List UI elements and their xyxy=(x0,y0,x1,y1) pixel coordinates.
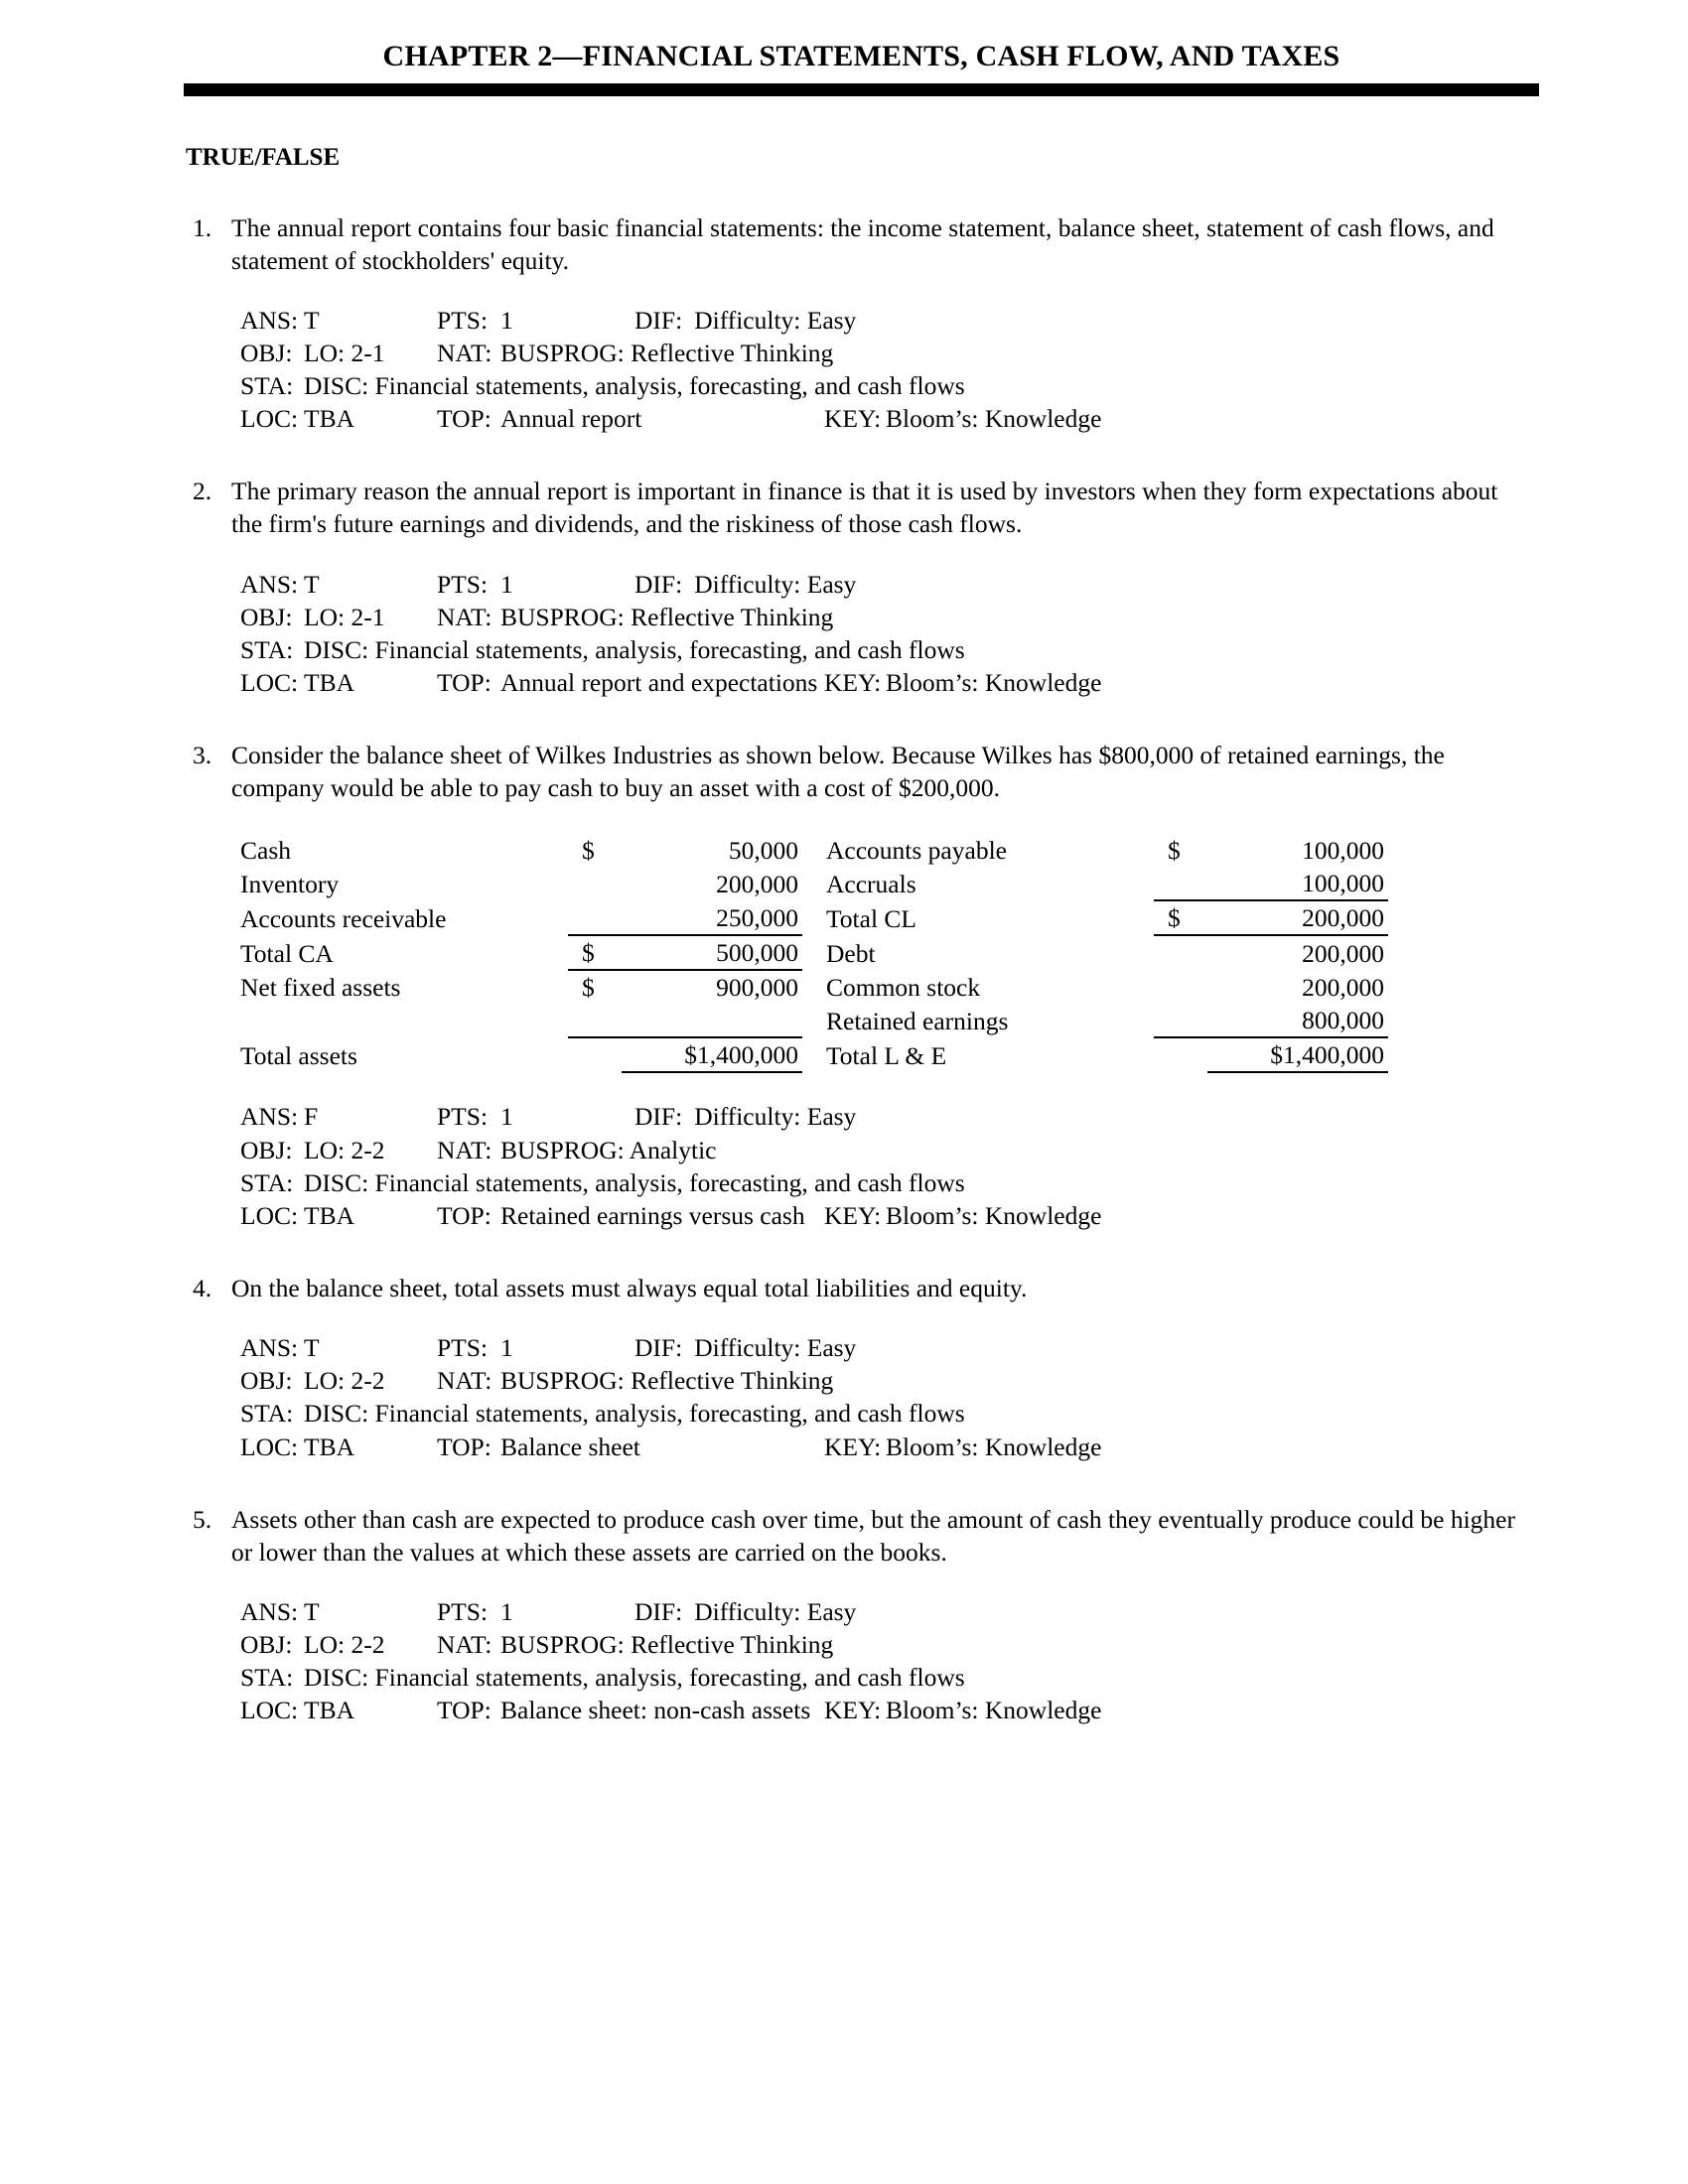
asset-label: Total assets xyxy=(240,1041,357,1071)
asset-currency xyxy=(568,867,622,900)
meta-row-ans xyxy=(240,304,1539,337)
key-label: KEY: xyxy=(824,1696,882,1725)
meta-row-sta xyxy=(240,1166,1539,1199)
meta-row-loc xyxy=(240,402,1539,435)
pts-label: PTS: xyxy=(437,1597,489,1627)
asset-currency: $ xyxy=(582,973,595,1003)
obj-label: OBJ: xyxy=(240,1366,293,1396)
liability-currency xyxy=(1154,935,1207,970)
key-value: Bloom’s: Knowledge xyxy=(886,1696,1102,1725)
answer-metadata xyxy=(240,1100,1539,1232)
answer-metadata xyxy=(240,304,1539,436)
liability-value: 100,000 xyxy=(1207,867,1388,900)
question-number: 3. xyxy=(193,741,212,770)
asset-value xyxy=(622,1004,802,1037)
asset-label: Inventory xyxy=(240,870,340,899)
pts-value: 1 xyxy=(500,305,513,335)
column-gap xyxy=(802,900,826,935)
asset-label: Total CA xyxy=(240,939,334,969)
ans-label: ANS: xyxy=(240,1102,299,1132)
sta-value: DISC: Financial statements, analysis, forecasting, and cash flows xyxy=(304,371,965,401)
column-gap xyxy=(802,1004,826,1037)
asset-value: 500,000 xyxy=(622,935,802,970)
loc-label: LOC: xyxy=(240,668,299,698)
meta-row-sta xyxy=(240,1661,1539,1694)
liability-value: $1,400,000 xyxy=(1207,1037,1388,1072)
column-gap xyxy=(802,935,826,970)
dif-value: Difficulty: Easy xyxy=(694,305,857,335)
sta-label: STA: xyxy=(240,1167,294,1197)
liability-label: Debt xyxy=(826,939,876,969)
ans-label: ANS: xyxy=(240,305,299,335)
page-title: CHAPTER 2—FINANCIAL STATEMENTS, CASH FLOW, AND TAXES xyxy=(382,40,1340,72)
asset-currency xyxy=(568,1037,622,1072)
meta-row-loc xyxy=(240,1199,1539,1232)
asset-value: 250,000 xyxy=(622,900,802,935)
dif-label: DIF: xyxy=(634,305,683,335)
nat-label: NAT: xyxy=(437,1630,492,1660)
table-row xyxy=(240,834,1388,867)
asset-value: 900,000 xyxy=(716,973,798,1003)
asset-value: 50,000 xyxy=(728,836,798,866)
nat-value: BUSPROG: Reflective Thinking xyxy=(500,1630,834,1660)
top-label: TOP: xyxy=(437,404,492,434)
table-row xyxy=(240,1037,1388,1072)
question-text: The primary reason the annual report is important in finance is that it is used by investors when they form expectations about the firm's future earnings and dividends, and the riskiness of those cash flows. xyxy=(231,477,1498,539)
answer-metadata xyxy=(240,568,1539,700)
key-label: KEY: xyxy=(824,1432,882,1461)
key-value: Bloom’s: Knowledge xyxy=(886,1432,1102,1461)
nat-value: BUSPROG: Reflective Thinking xyxy=(500,338,834,367)
question-text: On the balance sheet, total assets must always equal total liabilities and equity. xyxy=(231,1274,1028,1303)
liability-currency xyxy=(1154,1037,1207,1072)
table-row xyxy=(240,970,1388,1004)
table-row xyxy=(240,1004,1388,1037)
meta-row-sta xyxy=(240,1397,1539,1430)
sta-value: DISC: Financial statements, analysis, forecasting, and cash flows xyxy=(304,634,965,664)
meta-row-ans xyxy=(240,1100,1539,1133)
key-value: Bloom’s: Knowledge xyxy=(886,668,1102,698)
column-gap xyxy=(802,867,826,900)
document-header xyxy=(184,40,1539,96)
asset-value: 200,000 xyxy=(716,870,798,899)
sta-label: STA: xyxy=(240,1399,294,1429)
top-label: TOP: xyxy=(437,1696,492,1725)
dif-value: Difficulty: Easy xyxy=(694,1597,857,1627)
liability-label: Accruals xyxy=(826,870,916,899)
liability-value: 200,000 xyxy=(1302,939,1384,969)
pts-label: PTS: xyxy=(437,1102,489,1132)
column-gap xyxy=(802,1037,826,1072)
liability-currency: $ xyxy=(1168,836,1181,866)
question-item xyxy=(184,211,1539,436)
nat-label: NAT: xyxy=(437,1366,492,1396)
liability-currency xyxy=(1154,970,1207,1004)
meta-row-obj xyxy=(240,601,1539,633)
loc-value: TBA xyxy=(304,404,354,434)
top-value: Balance sheet: non-cash assets xyxy=(500,1696,811,1725)
asset-currency: $ xyxy=(568,935,622,970)
obj-value: LO: 2-1 xyxy=(304,602,385,631)
meta-row-obj xyxy=(240,1134,1539,1166)
column-gap xyxy=(802,834,826,867)
question-item xyxy=(184,1272,1539,1463)
pts-value: 1 xyxy=(500,569,513,599)
loc-label: LOC: xyxy=(240,1432,299,1461)
asset-label xyxy=(240,1004,568,1037)
top-value: Annual report xyxy=(500,404,642,434)
key-value: Bloom’s: Knowledge xyxy=(886,404,1102,434)
meta-row-ans xyxy=(240,1331,1539,1364)
meta-row-obj xyxy=(240,1628,1539,1661)
pts-label: PTS: xyxy=(437,569,489,599)
liability-currency xyxy=(1154,867,1207,900)
question-number: 1. xyxy=(193,212,212,242)
ans-label: ANS: xyxy=(240,569,299,599)
question-text: Consider the balance sheet of Wilkes Industries as shown below. Because Wilkes has $800,000 of retained earnings, the company would be able to pay cash to buy an asset with a cost of $200,000. xyxy=(231,741,1445,803)
meta-row-loc xyxy=(240,1431,1539,1463)
meta-row-sta xyxy=(240,633,1539,666)
loc-value: TBA xyxy=(304,668,354,698)
dif-value: Difficulty: Easy xyxy=(694,1333,857,1363)
question-item xyxy=(184,1503,1539,1727)
key-label: KEY: xyxy=(824,1200,882,1230)
ans-value: T xyxy=(304,1333,320,1363)
top-label: TOP: xyxy=(437,1200,492,1230)
meta-row-obj xyxy=(240,1364,1539,1397)
obj-label: OBJ: xyxy=(240,602,293,631)
top-value: Balance sheet xyxy=(500,1432,640,1461)
sta-value: DISC: Financial statements, analysis, forecasting, and cash flows xyxy=(304,1663,965,1693)
question-number: 5. xyxy=(193,1504,212,1534)
loc-value: TBA xyxy=(304,1696,354,1725)
asset-currency xyxy=(568,900,622,935)
dif-label: DIF: xyxy=(634,1102,683,1132)
balance-sheet-table xyxy=(240,834,1388,1073)
pts-label: PTS: xyxy=(437,1333,489,1363)
nat-label: NAT: xyxy=(437,338,492,367)
sta-label: STA: xyxy=(240,1663,294,1693)
meta-row-loc xyxy=(240,1694,1539,1726)
sta-value: DISC: Financial statements, analysis, forecasting, and cash flows xyxy=(304,1399,965,1429)
nat-label: NAT: xyxy=(437,602,492,631)
obj-value: LO: 2-2 xyxy=(304,1630,385,1660)
pts-value: 1 xyxy=(500,1102,513,1132)
question-item xyxy=(184,739,1539,1232)
obj-label: OBJ: xyxy=(240,1630,293,1660)
sta-label: STA: xyxy=(240,634,294,664)
asset-value: $1,400,000 xyxy=(622,1037,802,1072)
loc-value: TBA xyxy=(304,1200,354,1230)
table-row xyxy=(240,867,1388,900)
obj-label: OBJ: xyxy=(240,1135,293,1164)
title-divider xyxy=(184,83,1539,96)
ans-value: T xyxy=(304,305,320,335)
table-row xyxy=(240,935,1388,970)
top-label: TOP: xyxy=(437,668,492,698)
ans-value: T xyxy=(304,569,320,599)
table-row xyxy=(240,900,1388,935)
obj-value: LO: 2-1 xyxy=(304,338,385,367)
meta-row-ans xyxy=(240,568,1539,601)
liability-label: Retained earnings xyxy=(826,1007,1009,1036)
liability-currency: $ xyxy=(1154,900,1207,935)
key-label: KEY: xyxy=(824,668,882,698)
dif-label: DIF: xyxy=(634,1597,683,1627)
obj-label: OBJ: xyxy=(240,338,293,367)
asset-label: Net fixed assets xyxy=(240,973,401,1003)
liability-value: 800,000 xyxy=(1207,1004,1388,1037)
liability-currency xyxy=(1154,1004,1207,1037)
dif-label: DIF: xyxy=(634,1333,683,1363)
nat-value: BUSPROG: Reflective Thinking xyxy=(500,1366,834,1396)
liability-value: 200,000 xyxy=(1302,973,1384,1003)
top-value: Retained earnings versus cash xyxy=(500,1200,805,1230)
question-number: 2. xyxy=(193,477,212,506)
meta-row-loc xyxy=(240,666,1539,699)
loc-value: TBA xyxy=(304,1432,354,1461)
asset-currency xyxy=(568,1004,622,1037)
liability-value: 100,000 xyxy=(1302,836,1384,866)
liability-label: Common stock xyxy=(826,973,981,1003)
ans-value: T xyxy=(304,1597,320,1627)
dif-value: Difficulty: Easy xyxy=(694,1102,857,1132)
nat-value: BUSPROG: Analytic xyxy=(500,1135,717,1164)
liability-value: 200,000 xyxy=(1207,900,1388,935)
ans-value: F xyxy=(304,1102,319,1132)
ans-label: ANS: xyxy=(240,1597,299,1627)
meta-row-ans xyxy=(240,1595,1539,1628)
pts-value: 1 xyxy=(500,1333,513,1363)
dif-value: Difficulty: Easy xyxy=(694,569,857,599)
ans-label: ANS: xyxy=(240,1333,299,1363)
asset-currency: $ xyxy=(582,836,595,866)
question-number: 4. xyxy=(193,1274,212,1303)
obj-value: LO: 2-2 xyxy=(304,1135,385,1164)
dif-label: DIF: xyxy=(634,569,683,599)
nat-value: BUSPROG: Reflective Thinking xyxy=(500,602,834,631)
obj-value: LO: 2-2 xyxy=(304,1366,385,1396)
meta-row-obj xyxy=(240,337,1539,369)
liability-label: Total L & E xyxy=(826,1041,947,1071)
loc-label: LOC: xyxy=(240,1696,299,1725)
top-label: TOP: xyxy=(437,1432,492,1461)
loc-label: LOC: xyxy=(240,1200,299,1230)
section-heading: TRUE/FALSE xyxy=(186,143,341,171)
sta-value: DISC: Financial statements, analysis, forecasting, and cash flows xyxy=(304,1167,965,1197)
asset-label: Cash xyxy=(240,836,291,866)
answer-metadata xyxy=(240,1595,1539,1727)
column-gap xyxy=(802,970,826,1004)
pts-value: 1 xyxy=(500,1597,513,1627)
loc-label: LOC: xyxy=(240,404,299,434)
liability-label: Total CL xyxy=(826,904,916,934)
liability-label: Accounts payable xyxy=(826,836,1007,866)
answer-metadata xyxy=(240,1331,1539,1463)
pts-label: PTS: xyxy=(437,305,489,335)
top-value: Annual report and expectations xyxy=(500,668,818,698)
question-text: Assets other than cash are expected to produce cash over time, but the amount of cash they eventually produce could be higher or lower than the values at which these assets are carried on the books. xyxy=(231,1504,1515,1567)
asset-label: Accounts receivable xyxy=(240,904,447,934)
question-item xyxy=(184,475,1539,699)
key-value: Bloom’s: Knowledge xyxy=(886,1200,1102,1230)
nat-label: NAT: xyxy=(437,1135,492,1164)
meta-row-sta xyxy=(240,369,1539,402)
question-text: The annual report contains four basic financial statements: the income statement, balance sheet, statement of cash flows, and statement of stockholders' equity. xyxy=(231,212,1494,275)
key-label: KEY: xyxy=(824,404,882,434)
sta-label: STA: xyxy=(240,371,294,401)
